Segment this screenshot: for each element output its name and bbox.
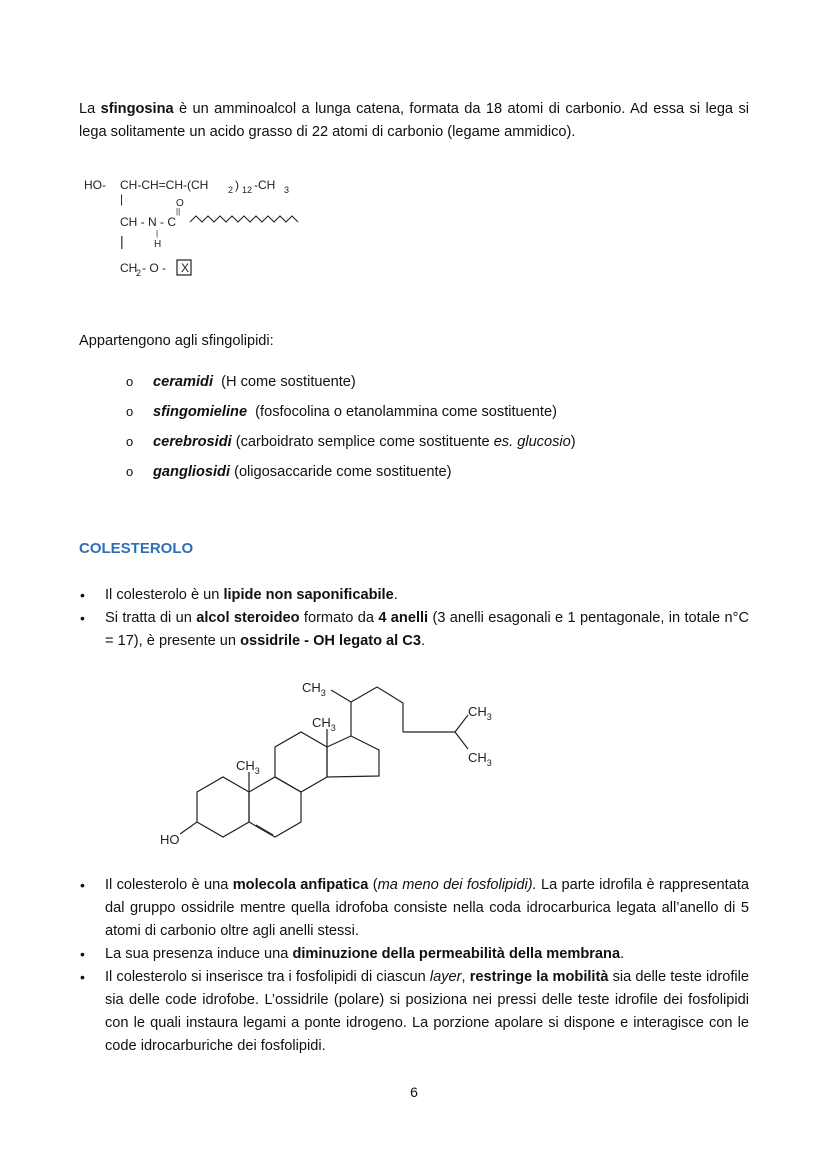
hydroxyl-label: HO xyxy=(160,832,180,847)
italic-text: ma meno dei fosfolipidi). xyxy=(377,877,537,893)
item-desc: (H come sostituente) xyxy=(213,374,356,390)
formula-bar1: | xyxy=(120,192,124,206)
page-number: 6 xyxy=(410,1084,418,1100)
text: . xyxy=(620,946,625,962)
item-desc-italic: es. glucosio xyxy=(493,434,571,450)
bold-term: lipide non saponificabile xyxy=(223,587,394,603)
formula-bar-n: | xyxy=(156,229,159,238)
methyl-label: $CH_3$ xyxy=(236,758,260,776)
bold-term: sfingosina xyxy=(100,101,174,117)
bold-term: ossidrile - OH legato al C3 xyxy=(240,633,421,649)
formula-double-bond: || xyxy=(176,207,181,216)
formula-chain: CH-CH=CH-(CH xyxy=(120,178,209,192)
bullet-item xyxy=(79,584,749,607)
text: Il colesterolo è un xyxy=(105,587,224,603)
bullet-dot-icon: • xyxy=(80,610,85,626)
methyl-label: $CH_3$ xyxy=(312,715,336,733)
bullet-item xyxy=(79,607,749,653)
text: ( xyxy=(368,877,378,893)
formula-ho: HO- xyxy=(84,178,106,192)
bullet-dot-icon: • xyxy=(80,877,85,893)
formula-oxygen: O xyxy=(176,198,184,209)
text: formato da xyxy=(299,610,379,626)
formula-sub3: 3 xyxy=(284,185,290,195)
circle-bullet-icon: o xyxy=(126,464,134,479)
text: è un amminoalcol a lunga catena, formata da 18 atomi di carbonio. Ad essa si lega si lega solitamente un acido grasso di 22 atomi di carbonio (legame ammidico). xyxy=(79,101,749,140)
italic-text: layer xyxy=(429,969,462,985)
text: sia delle teste idrofile sia delle code idrofobe. L’ossidrile (polare) si posiziona nei pressi delle teste idrofile dei fosfolipidi con le quali instaura legami a ponte idrogeno. La porzione apolare si dispone e interagisce con le code idrocarburiche dei fosfolipidi. xyxy=(105,969,749,1054)
item-name: sfingomieline xyxy=(153,404,248,420)
item-desc: (oligosaccaride come sostituente) xyxy=(230,464,452,480)
list-item-cerebrosidi xyxy=(126,430,576,460)
methyl-label: $CH_3$ xyxy=(468,750,492,768)
formula-ch2-sub: 2 xyxy=(136,268,142,278)
item-name: gangliosidi xyxy=(153,464,231,480)
list-item-ceramidi xyxy=(126,370,576,400)
formula-end: -CH xyxy=(254,178,276,192)
bold-term: molecola anfipatica xyxy=(232,877,369,893)
cholesterol-bullets-a xyxy=(79,584,749,653)
formula-line3-o: - O - xyxy=(142,261,166,275)
circle-bullet-icon: o xyxy=(126,434,134,449)
item-desc-end: ) xyxy=(570,434,576,450)
item-name: cerebrosidi xyxy=(153,434,232,450)
formula-ch2: CH xyxy=(120,261,138,275)
formula-bar2: | xyxy=(120,233,124,249)
cholesterol-bullets-b xyxy=(79,874,749,1058)
bullet-item xyxy=(79,943,749,966)
item-desc: (carboidrato semplice come sostituente xyxy=(231,434,494,450)
text: (3 anelli esagonali e 1 pentagonale, in totale n°C = 17), è presente un xyxy=(105,610,750,649)
methyl-label: $CH_3$ xyxy=(468,704,492,722)
text: La parte idrofila è rappresentata dal gruppo ossidrile mentre quella idrofoba consiste nella coda idrocarburica legata all’anello di 5 atomi di carbonio oltre agli anelli stessi. xyxy=(105,877,749,939)
text: . xyxy=(420,633,426,649)
item-name: ceramidi xyxy=(153,374,214,390)
circle-bullet-icon: o xyxy=(126,374,134,389)
item-desc: (fosfocolina o etanolammina come sostituente) xyxy=(247,404,557,420)
circle-bullet-icon: o xyxy=(126,404,134,419)
formula-sub: 2 xyxy=(228,185,234,195)
bold-term: diminuzione della permeabilità della membrana xyxy=(292,946,621,962)
methyl-label: $CH_3$ xyxy=(302,680,326,698)
formula-sub2: 12 xyxy=(242,185,253,195)
bold-term: restringe la mobilità xyxy=(469,969,609,985)
formula-close: ) xyxy=(235,178,239,192)
text: Il colesterolo è una xyxy=(105,877,233,893)
bold-term: 4 anelli xyxy=(378,610,429,626)
text: Si tratta di un xyxy=(105,610,197,626)
text: La xyxy=(79,101,101,117)
text: , xyxy=(461,969,470,985)
bullet-dot-icon: • xyxy=(80,587,85,603)
list-item-gangliosidi xyxy=(126,460,576,490)
text: La sua presenza induce una xyxy=(105,946,293,962)
text: Il colesterolo si inserisce tra i fosfolipidi di ciascun xyxy=(105,969,430,985)
sphingolipids-intro: Appartengono agli sfingolipidi: xyxy=(79,333,274,349)
formula-hydrogen: H xyxy=(154,239,162,250)
bullet-item xyxy=(79,874,749,943)
bold-term: alcol steroideo xyxy=(196,610,300,626)
text: . xyxy=(393,587,398,603)
formula-line2: CH - N - C xyxy=(120,215,176,229)
formula-box-x: X xyxy=(181,261,190,275)
list-item-sfingomieline xyxy=(126,400,576,430)
section-title-colesterolo: COLESTEROLO xyxy=(79,540,194,557)
sphingosine-formula-drawing xyxy=(80,170,320,285)
sphingosine-paragraph xyxy=(79,98,749,144)
bullet-dot-icon: • xyxy=(80,969,85,985)
sphingolipids-list xyxy=(126,370,576,490)
bullet-dot-icon: • xyxy=(80,946,85,962)
fatty-acid-zigzag xyxy=(190,216,298,222)
cholesterol-structure xyxy=(150,672,520,852)
bullet-item xyxy=(79,966,749,1058)
